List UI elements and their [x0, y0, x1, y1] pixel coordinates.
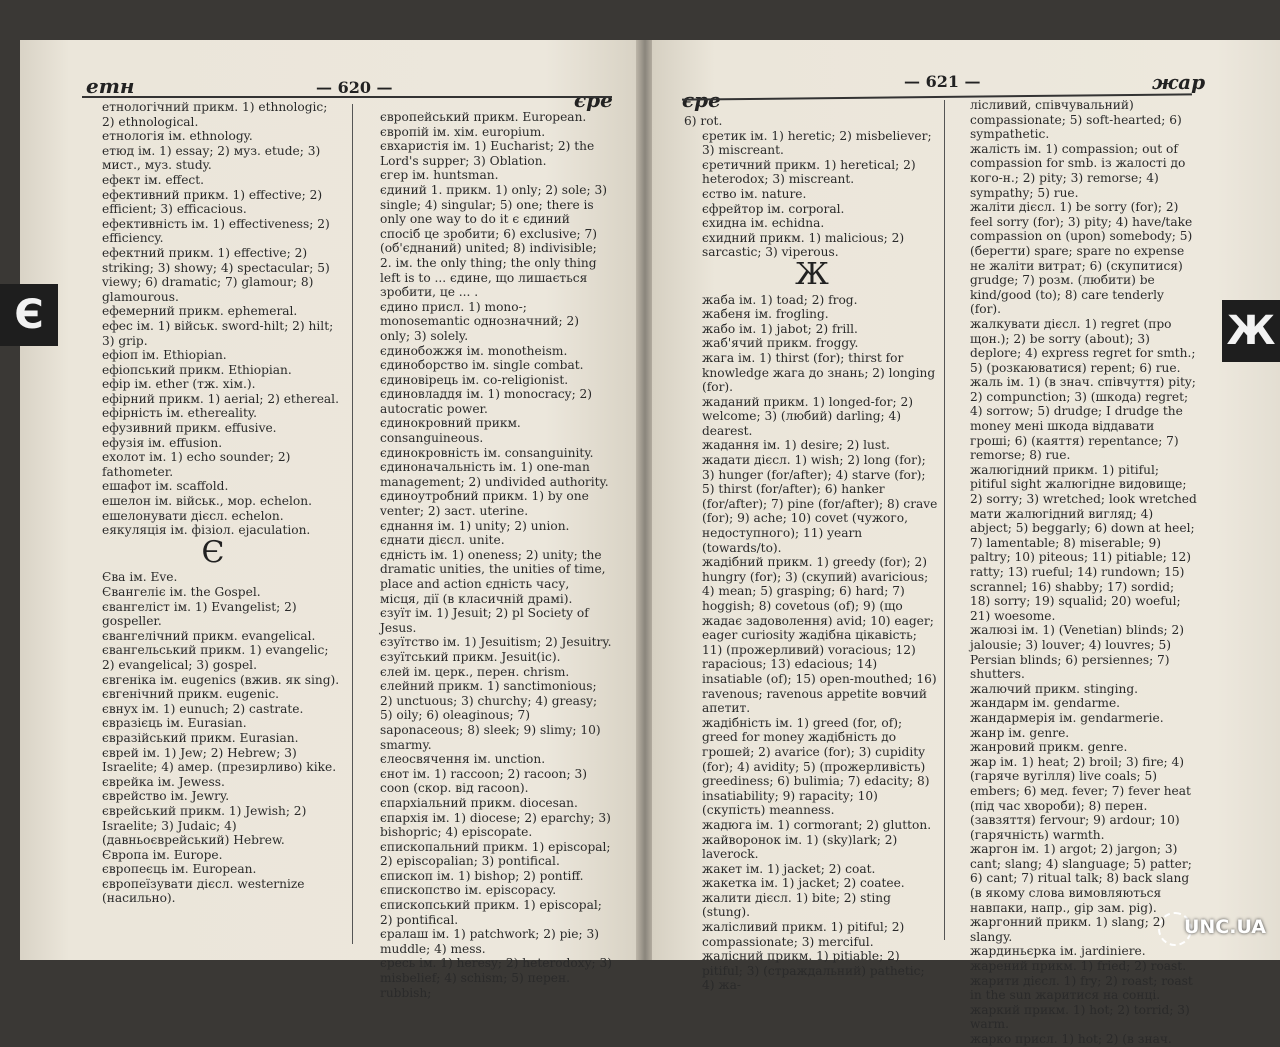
dictionary-entry: єврей ім. 1) Jew; 2) Hebrew; 3) Israelite; 4) амер. (презирливо) kike.	[84, 746, 342, 775]
dictionary-entry: єнот ім. 1) raccoon; 2) racoon; 3) coon (скор. від racoon).	[362, 767, 612, 796]
dictionary-entry: єство ім. nature.	[684, 187, 940, 202]
dictionary-entry: єзуїтський прикм. Jesuit(ic).	[362, 650, 612, 665]
dictionary-entry: жакет ім. 1) jacket; 2) coat.	[684, 862, 940, 877]
dictionary-entry: єпископський прикм. 1) episcopal; 2) pontifical.	[362, 898, 612, 927]
dictionary-entry: єгер ім. huntsman.	[362, 168, 612, 183]
dictionary-entry: євхаристія ім. 1) Eucharist; 2) the Lord's supper; 3) Oblation.	[362, 139, 612, 168]
right-column-1	[684, 114, 940, 993]
dictionary-entry: єднати дієсл. unite.	[362, 533, 612, 548]
dictionary-entry: єврейка ім. Jewess.	[84, 775, 342, 790]
dictionary-entry: жарений прикм. 1) fried; 2) roast.	[952, 959, 1198, 974]
dictionary-entry: ефіопський прикм. Ethiopian.	[84, 363, 342, 378]
dictionary-entry: ефіоп ім. Ethiopian.	[84, 348, 342, 363]
left-column-divider	[352, 104, 353, 944]
dictionary-entry: ефірний прикм. 1) aerial; 2) ethereal.	[84, 392, 342, 407]
dictionary-entry: жардиньєрка ім. jardiniere.	[952, 944, 1198, 959]
dictionary-entry: євразійський прикм. Eurasian.	[84, 731, 342, 746]
dictionary-entry: єврейство ім. Jewry.	[84, 789, 342, 804]
dictionary-entry: жалісний прикм. 1) pitiable; 2) pitiful; 3) (страждальний) pathetic; 4) жа-	[684, 949, 940, 993]
dictionary-entry: ефективний прикм. 1) effective; 2) efficient; 3) efficacious.	[84, 188, 342, 217]
dictionary-entry: жага ім. 1) thirst (for); thirst for knowledge жага до знань; 2) longing (for).	[684, 351, 940, 395]
dictionary-entry: єдинокровність ім. consanguinity.	[362, 446, 612, 461]
dictionary-entry: жарити дієсл. 1) fry; 2) roast; roast in the sun жаритися на сонці.	[952, 974, 1198, 1003]
dictionary-entry: єдиновірець ім. co-religionist.	[362, 373, 612, 388]
dictionary-entry: єдиноборство ім. single combat.	[362, 358, 612, 373]
dictionary-entry: єретичний прикм. 1) heretical; 2) heterodox; 3) miscreant.	[684, 158, 940, 187]
dictionary-entry: євангеліст ім. 1) Evangelist; 2) gospeller.	[84, 600, 342, 629]
dictionary-entry: єдиноначальність ім. 1) one-man management; 2) undivided authority.	[362, 460, 612, 489]
dictionary-entry: єретик ім. 1) heretic; 2) misbeliever; 3) miscreant.	[684, 129, 940, 158]
left-header-rule	[82, 96, 612, 98]
dictionary-entry: єднання ім. 1) unity; 2) union.	[362, 519, 612, 534]
dictionary-entry: єзуїт ім. 1) Jesuit; 2) pl Society of Jesus.	[362, 606, 612, 635]
left-page-number: — 620 —	[316, 78, 393, 97]
dictionary-entry: жадати дієсл. 1) wish; 2) long (for); 3) hunger (for/after); 4) starve (for); 5) thirst (for/after); 6) hanker (for/after); 7) pine (for/after); 8) crave (for); 9) ache; 10) covet (чужого, недоступного); 11) yearn (towards/to).	[684, 453, 940, 555]
dictionary-entry: євгенічний прикм. eugenic.	[84, 687, 342, 702]
dictionary-entry: ефемерний прикм. ephemeral.	[84, 304, 342, 319]
thumb-index-tab-ye: Є	[0, 284, 58, 346]
entry-list-right-2	[952, 98, 1198, 1047]
dictionary-entry: жаба ім. 1) toad; 2) frog.	[684, 293, 940, 308]
dictionary-entry: єлей ім. церк., перен. chrism.	[362, 665, 612, 680]
dictionary-entry: еякуляція ім. фізіол. ejaculation.	[84, 523, 342, 538]
dictionary-entry: європій ім. хім. europium.	[362, 125, 612, 140]
right-guide-word-end: жар	[1152, 70, 1205, 94]
dictionary-entry: єлейний прикм. 1) sanctimonious; 2) unctuous; 3) churchy; 4) greasy; 5) oily; 6) oleaginous; 7) saponaceous; 8) sleek; 9) slimy; 10) smarmy.	[362, 679, 612, 752]
section-letter-ye: Є	[84, 546, 342, 561]
dictionary-entry: європеїзувати дієсл. westernize (насильно).	[84, 877, 342, 906]
dictionary-entry: європеєць ім. European.	[84, 862, 342, 877]
dictionary-entry: жандармерія ім. gendarmerie.	[952, 711, 1198, 726]
dictionary-entry: єдиновладдя ім. 1) monocracy; 2) autocratic power.	[362, 387, 612, 416]
dictionary-entry: євгеніка ім. eugenics (вжив. як sing).	[84, 673, 342, 688]
dictionary-entry: жарко присл. 1) hot; 2) (в знач.	[952, 1032, 1198, 1047]
dictionary-entry: єдино присл. 1) mono-; monosemantic однозначний; 2) only; 3) solely.	[362, 300, 612, 344]
dictionary-entry: жайворонок ім. 1) (sky)lark; 2) laverock.	[684, 833, 940, 862]
dictionary-entry: ефект ім. effect.	[84, 173, 342, 188]
dictionary-entry: єралаш ім. 1) patchwork; 2) pie; 3) muddle; 4) mess.	[362, 927, 612, 956]
watermark-text: UNC.UA	[1184, 916, 1266, 938]
left-column-1	[84, 100, 342, 906]
dictionary-entry: Євангеліє ім. the Gospel.	[84, 585, 342, 600]
dictionary-entry: єлеосвячення ім. unction.	[362, 752, 612, 767]
dictionary-entry: єфрейтор ім. corporal.	[684, 202, 940, 217]
dictionary-entry: жалити дієсл. 1) bite; 2) sting (stung).	[684, 891, 940, 920]
dictionary-entry: ефір ім. ether (тж. хім.).	[84, 377, 342, 392]
dictionary-entry: ешелон ім. військ., мор. echelon.	[84, 494, 342, 509]
thumb-index-tab-zhe: Ж	[1222, 300, 1280, 362]
dictionary-entry: 6) rot.	[684, 114, 940, 129]
dictionary-entry: єдиноутробний прикм. 1) by one venter; 2) заст. uterine.	[362, 489, 612, 518]
dictionary-entry: жалючий прикм. stinging.	[952, 682, 1198, 697]
dictionary-entry: жаб'ячий прикм. froggy.	[684, 336, 940, 351]
dictionary-entry: єресь ім. 1) heresy; 2) heterodoxy; 3) misbelief; 4) schism; 5) перен. rubbish;	[362, 956, 612, 1000]
dictionary-entry: ефірність ім. ethereality.	[84, 406, 342, 421]
dictionary-entry: жабеня ім. frogling.	[684, 307, 940, 322]
left-guide-word-end: єре	[574, 88, 613, 112]
dictionary-entry: ефузивний прикм. effusive.	[84, 421, 342, 436]
dictionary-entry: етюд ім. 1) essay; 2) муз. etude; 3) мист., муз. study.	[84, 144, 342, 173]
dictionary-entry: Європа ім. Europe.	[84, 848, 342, 863]
dictionary-entry: єпископ ім. 1) bishop; 2) pontiff.	[362, 869, 612, 884]
right-column-divider	[944, 100, 945, 940]
dictionary-entry: етнологія ім. ethnology.	[84, 129, 342, 144]
dictionary-entry: жалість ім. 1) compassion; out of compassion for smb. із жалості до кого-н.; 2) pity; 3) remorse; 4) sympathy; 5) rue.	[952, 142, 1198, 200]
dictionary-entry: жанровий прикм. genre.	[952, 740, 1198, 755]
dictionary-entry: етнологічний прикм. 1) ethnologic; 2) ethnological.	[84, 100, 342, 129]
dictionary-entry: жаліти дієсл. 1) be sorry (for); 2) feel sorry (for); 3) pity; 4) have/take compassion on (upon) somebody; 5) (берегти) spare; spare no expense не жаліти витрат; 6) (скупитися) grudge; 7) розм. (любити) be kind/good (to); 8) care tenderly (for).	[952, 200, 1198, 317]
dictionary-entry: єхидний прикм. 1) malicious; 2) sarcastic; 3) viperous.	[684, 231, 940, 260]
dictionary-entry: ефективність ім. 1) effectiveness; 2) efficiency.	[84, 217, 342, 246]
dictionary-entry: єпархія ім. 1) diocese; 2) eparchy; 3) bishopric; 4) episcopate.	[362, 811, 612, 840]
dictionary-entry: ешафот ім. scaffold.	[84, 479, 342, 494]
dictionary-entry: єзуїтство ім. 1) Jesuitism; 2) Jesuitry.	[362, 635, 612, 650]
left-guide-word-start: етн	[86, 74, 134, 98]
entry-list-left-1b	[84, 570, 342, 906]
dictionary-entry: жадюга ім. 1) cormorant; 2) glutton.	[684, 818, 940, 833]
dictionary-entry: жаркий прикм. 1) hot; 2) torrid; 3) warm.	[952, 1003, 1198, 1032]
dictionary-entry: жаргонний прикм. 1) slang; 2) slangy.	[952, 915, 1198, 944]
dictionary-entry: єпископство ім. episcopacy.	[362, 883, 612, 898]
right-page-number: — 621 —	[904, 72, 981, 91]
dictionary-entry: єхидна ім. echidna.	[684, 216, 940, 231]
dictionary-entry: ехолот ім. 1) echo sounder; 2) fathometer.	[84, 450, 342, 479]
dictionary-entry: жадання ім. 1) desire; 2) lust.	[684, 438, 940, 453]
dictionary-entry: єдинокровний прикм. consanguineous.	[362, 416, 612, 445]
dictionary-entry: єпископальний прикм. 1) episcopal; 2) episcopalian; 3) pontifical.	[362, 840, 612, 869]
dictionary-entry: жаданий прикм. 1) longed-for; 2) welcome; 3) (любий) darling; 4) dearest.	[684, 395, 940, 439]
dictionary-entry: ефес ім. 1) військ. sword-hilt; 2) hilt; 3) grip.	[84, 319, 342, 348]
entry-list-right-1b	[684, 293, 940, 994]
dictionary-entry: жалісливий прикм. 1) pitiful; 2) compassionate; 3) merciful.	[684, 920, 940, 949]
dictionary-entry: жар ім. 1) heat; 2) broil; 3) fire; 4) (гаряче вугілля) live coals; 5) embers; 6) мед. fever; 7) fever heat (під час хвороби); 8) перен. (завзяття) fervour; 9) ardour; 10) (гарячність) warmth.	[952, 755, 1198, 843]
dictionary-entry: жадібний прикм. 1) greedy (for); 2) hungry (for); 3) (скупий) avaricious; 4) mean; 5) grasping; 6) hard; 7) hoggish; 8) covetous (of); 9) (що жадає задоволення) avid; 10) eager; eager curiosity жадібна цікавість; 11) (прожерливий) voracious; 12) rapacious; 13) edacious; 14) insatiable (of); 15) open-mouthed; 16) ravenous; ravenous appetite вовчий апетит.	[684, 555, 940, 716]
dictionary-entry: євангельський прикм. 1) evangelic; 2) evangelical; 3) gospel.	[84, 643, 342, 672]
dictionary-entry: жалюгідний прикм. 1) pitiful; pitiful sight жалюгідне видовище; 2) sorry; 3) wretched; look wretched мати жалюгідний вигляд; 4) abject; 5) beggarly; 6) down at heel; 7) lamentable; 8) miserable; 9) paltry; 10) piteous; 11) pitiable; 12) ratty; 13) rueful; 14) rundown; 15) scrannel; 16) shabby; 17) sordid; 18) sorry; 19) squalid; 20) woeful; 21) woesome.	[952, 463, 1198, 624]
dictionary-entry: єдиний 1. прикм. 1) only; 2) sole; 3) single; 4) singular; 5) one; there is only one way to do it є єдиний спосіб це зробити; 6) exclusive; 7) (об'єднаний) united; 8) indivisible; 2. ім. the only thing; the only thing left is to ... єдине, що лишається зробити, це ... .	[362, 183, 612, 300]
left-column-2	[362, 110, 612, 1000]
dictionary-entry: жанр ім. genre.	[952, 726, 1198, 741]
dictionary-entry: єврейський прикм. 1) Jewish; 2) Israelite; 3) Judaic; 4) (давньоєврейський) Hebrew.	[84, 804, 342, 848]
entry-list-right-1	[684, 114, 940, 260]
dictionary-entry: жаргон ім. 1) argot; 2) jargon; 3) cant; slang; 4) slanguage; 5) patter; 6) cant; 7) ritual talk; 8) back slang (в якому слова вимовляються навпаки, напр., gip зам. pig).	[952, 842, 1198, 915]
dictionary-entry: жалкувати дієсл. 1) regret (про щон.); 2) be sorry (about); 3) deplore; 4) express regret for smth.; 5) (розкаюватися) repent; 6) rue.	[952, 317, 1198, 375]
dictionary-entry: жабо ім. 1) jabot; 2) frill.	[684, 322, 940, 337]
entry-list-left-1	[84, 100, 342, 538]
dictionary-entry: ешелонувати дієсл. echelon.	[84, 509, 342, 524]
dictionary-entry: євангелічний прикм. evangelical.	[84, 629, 342, 644]
dictionary-entry: єдність ім. 1) oneness; 2) unity; the dramatic unities, the unities of time, place and action єдність часу, місця, дії (в класичній драмі).	[362, 548, 612, 606]
entry-list-left-2	[362, 110, 612, 1000]
right-guide-word-start: єре	[682, 88, 721, 112]
dictionary-entry: ефузія ім. effusion.	[84, 436, 342, 451]
right-column-2	[952, 98, 1198, 1047]
dictionary-entry: Єва ім. Eve.	[84, 570, 342, 585]
dictionary-entry: ефектний прикм. 1) effective; 2) striking; 3) showy; 4) spectacular; 5) viewy; 6) dramatic; 7) glamour; 8) glamourous.	[84, 246, 342, 304]
dictionary-entry: європейський прикм. European.	[362, 110, 612, 125]
dictionary-entry: жалюзі ім. 1) (Venetian) blinds; 2) jalousie; 3) louver; 4) louvres; 5) Persian blinds; 6) persiennes; 7) shutters.	[952, 623, 1198, 681]
dictionary-entry: жадібність ім. 1) greed (for, of); greed for money жадібність до грошей; 2) avarice (for); 3) cupidity (for); 4) avidity; 5) (прожерливість) greediness; 6) bulimia; 7) edacity; 8) insatiability; 9) rapacity; 10) (скупість) meanness.	[684, 716, 940, 818]
dictionary-entry: жакетка ім. 1) jacket; 2) coatee.	[684, 876, 940, 891]
section-letter-zhe: Ж	[684, 268, 940, 283]
dictionary-entry: лісливий, співчувальний) compassionate; 5) soft-hearted; 6) sympathetic.	[952, 98, 1198, 142]
dictionary-entry: єдинобожжя ім. monotheism.	[362, 344, 612, 359]
dictionary-entry: єпархіальний прикм. diocesan.	[362, 796, 612, 811]
dictionary-entry: євразієць ім. Eurasian.	[84, 716, 342, 731]
dictionary-entry: жаль ім. 1) (в знач. співчуття) pity; 2) compunction; 3) (шкода) regret; 4) sorrow; 5) drudge; I drudge the money мені шкода віддавати гроші; 6) (каяття) repentance; 7) remorse; 8) rue.	[952, 375, 1198, 463]
dictionary-entry: жандарм ім. gendarme.	[952, 696, 1198, 711]
dictionary-entry: євнух ім. 1) eunuch; 2) castrate.	[84, 702, 342, 717]
